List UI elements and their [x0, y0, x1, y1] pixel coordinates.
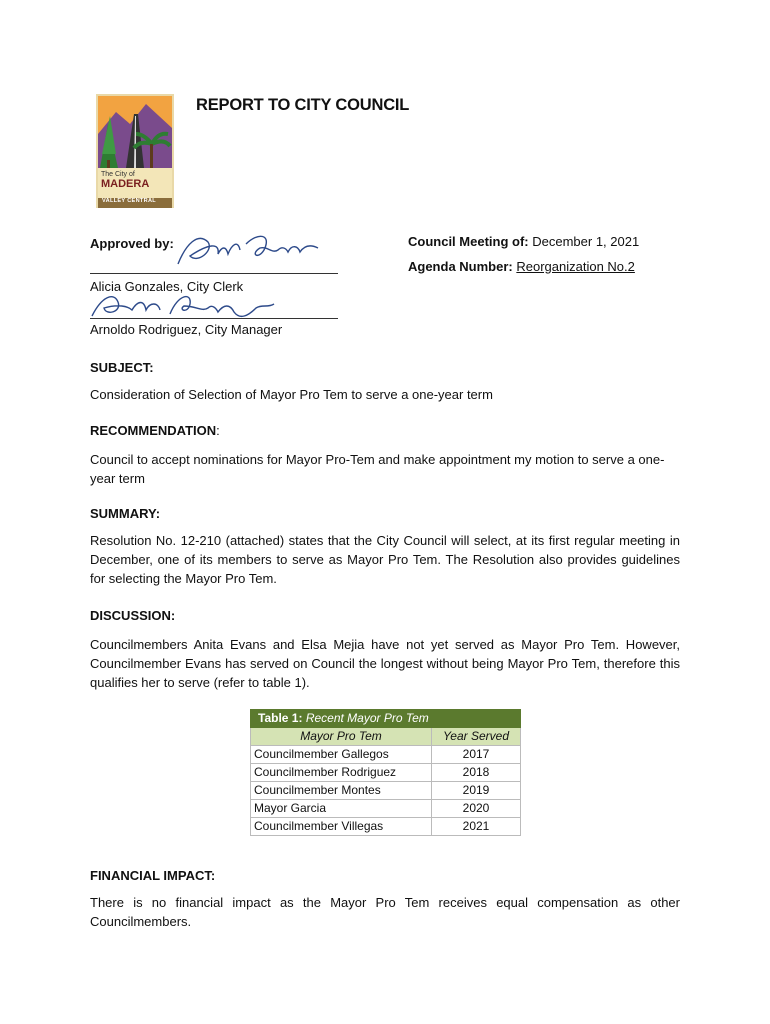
discussion-text: Councilmembers Anita Evans and Elsa Mejia have not yet served as Mayor Pro Tem. However, Councilmember Evans has served on Council the longest without being Mayor Pro Tem, therefore this qualifies her to serve (refer to table 1).	[90, 637, 680, 690]
table-cell-name: Mayor Garcia	[251, 800, 432, 818]
signature-line-2	[90, 318, 338, 319]
city-logo	[96, 94, 174, 208]
table-caption	[251, 710, 521, 728]
recommendation-colon: :	[216, 423, 220, 438]
table-col-header-year: Year Served	[432, 728, 521, 746]
financial-heading: FINANCIAL IMPACT:	[90, 868, 216, 883]
recommendation-heading: RECOMMENDATION	[90, 423, 217, 438]
table-col-header-name: Mayor Pro Tem	[251, 728, 432, 746]
meeting-info	[408, 234, 639, 249]
table-cell-year: 2020	[432, 800, 521, 818]
logo-line2: MADERA	[101, 178, 150, 190]
signature-rodriguez-icon	[88, 286, 278, 326]
agenda-value: Reorganization No.2	[516, 259, 635, 274]
table-cell-name: Councilmember Rodriguez	[251, 764, 432, 782]
table-cell-year: 2019	[432, 782, 521, 800]
summary-heading: SUMMARY:	[90, 506, 161, 521]
summary-text: Resolution No. 12-210 (attached) states that the City Council will select, at its first regular meeting in December, one of its members to serve as Mayor Pro Tem. The Resolution also provides guidelines for selecting the Mayor Pro Tem.	[90, 533, 680, 586]
table-caption-label: Table 1:	[258, 711, 303, 725]
madera-logo-icon	[96, 94, 174, 208]
table-cell-name: Councilmember Gallegos	[251, 746, 432, 764]
table-row	[251, 746, 521, 764]
table-cell-year: 2018	[432, 764, 521, 782]
signer-2: Arnoldo Rodriguez, City Manager	[90, 322, 283, 337]
approved-by-label: Approved by:	[90, 236, 174, 251]
signature-gonzales-icon	[168, 224, 328, 276]
subject-text: Consideration of Selection of Mayor Pro Tem to serve a one-year term	[90, 387, 493, 402]
table-cell-year: 2021	[432, 818, 521, 836]
signature-line-1	[90, 273, 338, 274]
logo-line3: VALLEY CENTRAL	[102, 198, 157, 204]
agenda-label: Agenda Number:	[408, 259, 513, 274]
logo-line1: The City of	[101, 171, 135, 178]
table-cell-name: Councilmember Villegas	[251, 818, 432, 836]
discussion-heading: DISCUSSION:	[90, 608, 176, 623]
table-cell-year: 2017	[432, 746, 521, 764]
recommendation-heading-row	[90, 423, 220, 438]
subject-heading: SUBJECT:	[90, 360, 154, 375]
table-cell-name: Councilmember Montes	[251, 782, 432, 800]
signer-1: Alicia Gonzales, City Clerk	[90, 279, 244, 294]
table-row	[251, 818, 521, 836]
table-row	[251, 764, 521, 782]
table-caption-title: Recent Mayor Pro Tem	[305, 711, 429, 725]
meeting-date: December 1, 2021	[532, 234, 640, 249]
recommendation-text: Council to accept nominations for Mayor Pro-Tem and make appointment my motion to serve a one-year term	[90, 452, 665, 486]
agenda-info	[408, 259, 635, 274]
financial-text: There is no financial impact as the Mayor Pro Tem receives equal compensation as other Councilmembers.	[90, 895, 680, 929]
mayor-pro-tem-table	[250, 709, 521, 836]
meeting-label: Council Meeting of:	[408, 234, 529, 249]
table-row	[251, 800, 521, 818]
table-row	[251, 782, 521, 800]
page-title: REPORT TO CITY COUNCIL	[196, 96, 410, 114]
